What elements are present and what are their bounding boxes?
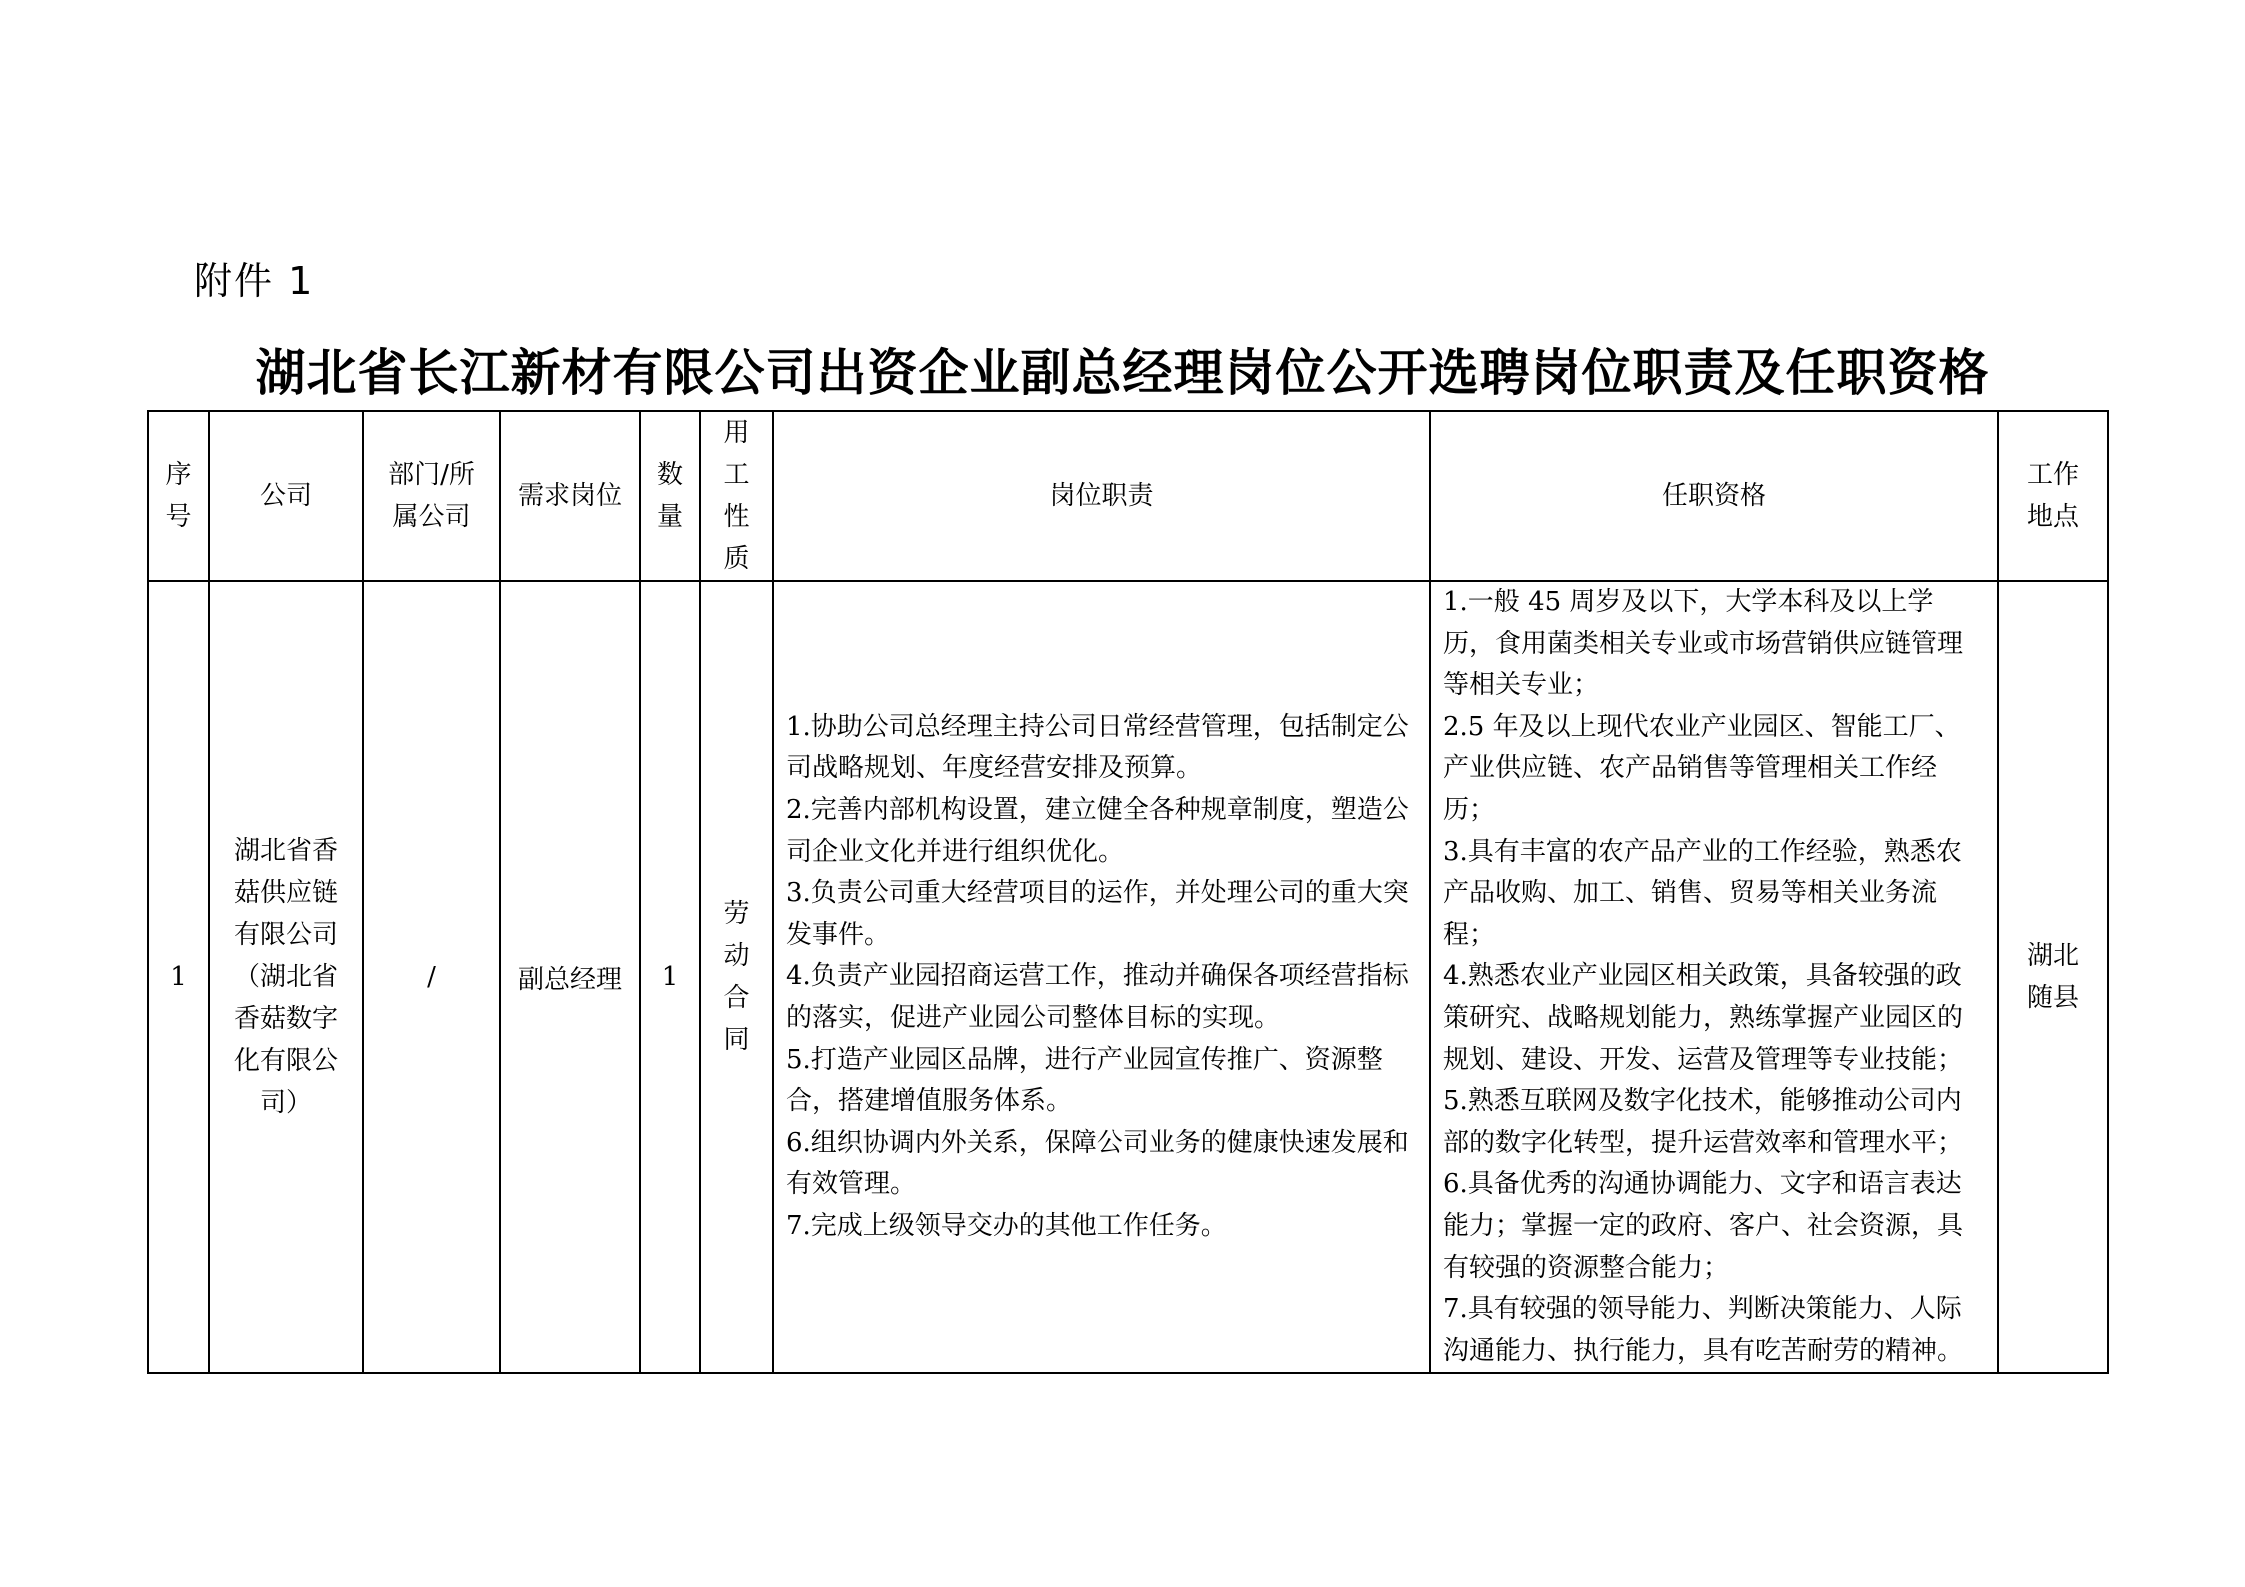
cell-count: 1 xyxy=(640,581,700,1373)
cell-position: 副总经理 xyxy=(500,581,640,1373)
header-position: 需求岗位 xyxy=(500,411,640,581)
header-location: 工作地点 xyxy=(1998,411,2108,581)
duty-item: 4.负责产业园招商运营工作，推动并确保各项经营指标的落实，促进产业园公司整体目标的实现。 xyxy=(786,961,1409,1033)
qualification-item: 3.具有丰富的农产品产业的工作经验，熟悉农产品收购、加工、销售、贸易等相关业务流程； xyxy=(1443,836,1962,950)
duty-item: 1.协助公司总经理主持公司日常经营管理，包括制定公司战略规划、年度经营安排及预算。 xyxy=(786,711,1409,784)
cell-seq: 1 xyxy=(148,581,209,1373)
duty-item: 7.完成上级领导交办的其他工作任务。 xyxy=(786,1210,1227,1241)
qualification-item: 4.熟悉农业产业园区相关政策，具备较强的政策研究、战略规划能力，熟练掌握产业园区的规划、建设、开发、运营及管理等专业技能； xyxy=(1443,961,1964,1075)
cell-company: 湖北省香菇供应链有限公司（湖北省香菇数字化有限公司） xyxy=(209,581,363,1373)
header-duties: 岗位职责 xyxy=(773,411,1430,581)
header-row xyxy=(148,411,2108,581)
qualification-item: 5.熟悉互联网及数字化技术，能够推动公司内部的数字化转型，提升运营效率和管理水平； xyxy=(1443,1086,1964,1158)
cell-duties xyxy=(773,581,1430,1373)
cell-location: 湖北随县 xyxy=(1998,581,2108,1373)
attachment-label: 附件 1 xyxy=(194,259,315,303)
qualification-item: 7.具有较强的领导能力、判断决策能力、人际沟通能力、执行能力，具有吃苦耐劳的精神。 xyxy=(1443,1294,1964,1366)
cell-employment: 劳动合同 xyxy=(700,581,773,1373)
duty-item: 2.完善内部机构设置，建立健全各种规章制度，塑造公司企业文化并进行组织优化。 xyxy=(786,794,1409,867)
header-count: 数量 xyxy=(640,411,700,581)
cell-qualifications xyxy=(1430,581,1998,1373)
header-dept: 部门/所属公司 xyxy=(363,411,500,581)
duty-item: 3.负责公司重大经营项目的运作，并处理公司的重大突发事件。 xyxy=(786,878,1409,950)
header-employment: 用工性质 xyxy=(700,411,773,581)
recruitment-table xyxy=(147,410,2109,1374)
header-seq: 序号 xyxy=(148,411,209,581)
document-title: 湖北省长江新材有限公司出资企业副总经理岗位公开选聘岗位职责及任职资格 xyxy=(255,344,1990,402)
header-qualifications: 任职资格 xyxy=(1430,411,1998,581)
table-row xyxy=(148,581,2108,1373)
header-company: 公司 xyxy=(209,411,363,581)
qualification-item: 1.一般 45 周岁及以下，大学本科及以上学历，食用菌类相关专业或市场营销供应链管理等相关专业； xyxy=(1443,587,1964,701)
duty-item: 6.组织协调内外关系，保障公司业务的健康快速发展和有效管理。 xyxy=(786,1127,1409,1200)
qualification-item: 6.具备优秀的沟通协调能力、文字和语言表达能力；掌握一定的政府、客户、社会资源，具有较强的资源整合能力； xyxy=(1443,1169,1964,1283)
qualification-item: 2.5 年及以上现代农业产业园区、智能工厂、产业供应链、农产品销售等管理相关工作经历； xyxy=(1443,711,1961,825)
duty-item: 5.打造产业园区品牌，进行产业园宣传推广、资源整合，搭建增值服务体系。 xyxy=(786,1044,1383,1117)
cell-dept: / xyxy=(363,581,500,1373)
